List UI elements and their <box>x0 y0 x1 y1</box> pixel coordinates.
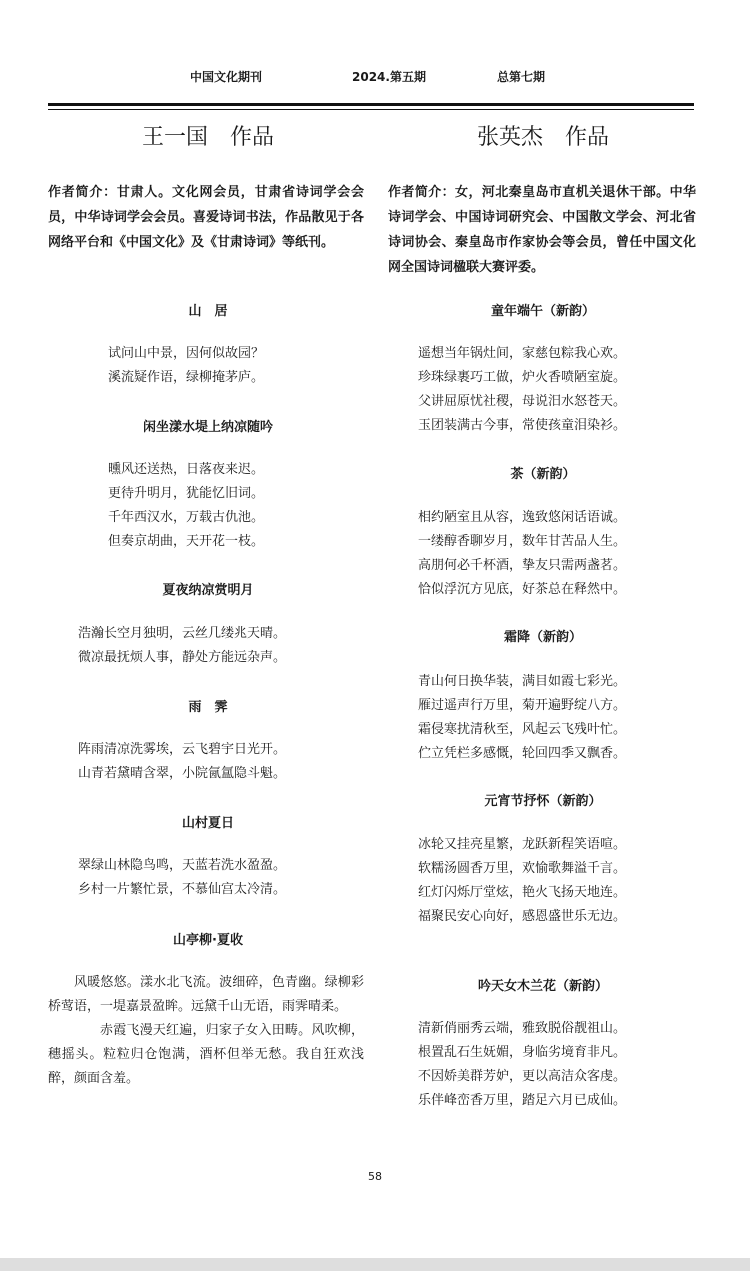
poem-body <box>418 506 626 602</box>
poem-body <box>78 622 286 670</box>
poem-line: 恰似浮沉方见底，好茶总在释然中。 <box>418 582 627 597</box>
issue-label: 2024.第五期 <box>352 70 426 84</box>
poem-line: 父讲屈原忧社稷，母说汨水怒苍天。 <box>418 394 627 409</box>
poem-body <box>78 854 286 902</box>
total-issue-label: 总第七期 <box>497 70 546 84</box>
page-number: 58 <box>368 1170 382 1183</box>
ci-body <box>48 971 364 1091</box>
poem-body <box>418 1017 626 1113</box>
author-bio: 作者简介：甘肃人。文化网会员，甘肃省诗词学会会员，中华诗词学会会员。喜爱诗词书法，作品散见于各网络平台和《中国文化》及《甘肃诗词》等纸刊。 <box>48 185 364 250</box>
poem-line: 相约陋室且从容，逸致悠闲话语诚。 <box>418 510 627 525</box>
journal-name: 中国文化期刊 <box>190 70 263 84</box>
poem-line: 曛风还送热，日落夜来迟。 <box>108 462 265 477</box>
poem-body <box>418 833 626 929</box>
author-bio: 作者简介：女，河北秦皇岛市直机关退休干部。中华诗词学会、中国诗词研究会、中国散文学会、河北省诗词协会、秦皇岛市作家协会等会员，曾任中国文化网全国诗词楹联大赛评委。 <box>388 185 696 275</box>
poem-line: 阵雨清凉洗雾埃，云飞碧宇日光开。 <box>78 742 287 757</box>
poem-title: 雨 霁 <box>188 700 228 715</box>
ci-stanza: 赤霞飞漫天红遍，归家子女入田畴。风吹柳，穗摇头。粒粒归仓饱满，酒杯但举无愁。我自狂欢浅醉，颜面含羞。 <box>48 1023 364 1086</box>
poem-line: 霜侵寒扰清秋至，风起云飞残叶忙。 <box>418 722 627 737</box>
poem-line: 冰轮又挂亮星繁，龙跃新程笑语喧。 <box>418 837 627 852</box>
poem-line: 千年西汉水，万载古仇池。 <box>108 510 265 525</box>
poem-body <box>418 342 626 438</box>
poem-line: 一缕醇香聊岁月，数年甘苦品人生。 <box>418 534 627 549</box>
poem-line: 微凉最抚烦人事，静处方能远杂声。 <box>78 650 287 665</box>
poem-line: 不因娇美群芳妒，更以高洁众客虔。 <box>418 1069 627 1084</box>
poem-title: 闲坐漾水堤上纳凉随吟 <box>142 420 273 435</box>
poem-line: 乡村一片繁忙景，不慕仙宫太冷清。 <box>78 882 287 897</box>
poem-line: 浩瀚长空月独明，云丝几缕兆天晴。 <box>78 626 287 641</box>
poem-title: 吟天女木兰花（新韵） <box>477 979 608 994</box>
poem-title: 茶（新韵） <box>510 467 576 482</box>
poem-title: 童年端午（新韵） <box>490 304 595 319</box>
poem-body <box>108 342 264 390</box>
poem-title: 夏夜纳凉赏明月 <box>162 583 254 598</box>
poem-line: 福聚民安心向好，感恩盛世乐无边。 <box>418 909 627 924</box>
header-rule-thin <box>48 109 694 110</box>
poem-line: 雁过遥声行万里，菊开遍野绽八方。 <box>418 698 627 713</box>
poem-line: 清新俏丽秀云端，雅致脱俗靓祖山。 <box>418 1021 627 1036</box>
poem-title: 山亭柳·夏收 <box>173 933 243 948</box>
poem-body <box>418 670 626 766</box>
poem-line: 但奏京胡曲，天开花一枝。 <box>108 534 265 549</box>
poem-line: 乐伴峰峦香万里，踏足六月已成仙。 <box>418 1093 627 1108</box>
poem-title: 霜降（新韵） <box>503 630 582 645</box>
poem-line: 伫立凭栏多感慨，轮回四季又飘香。 <box>418 746 627 761</box>
poem-title: 山 居 <box>188 304 228 319</box>
running-header <box>0 68 750 84</box>
poem-line: 溪流疑作语，绿柳掩茅庐。 <box>108 370 265 385</box>
poem-line: 根置乱石生妩媚，身临劣境育非凡。 <box>418 1045 627 1060</box>
poem-line: 试问山中景，因何似故园？ <box>108 346 265 361</box>
poem-line: 翠绿山林隐鸟鸣，天蓝若洗水盈盈。 <box>78 858 287 873</box>
author-heading: 王一国 作品 <box>141 125 274 150</box>
poem-line: 珍珠绿裹巧工做，炉火香喷陋室旋。 <box>418 370 627 385</box>
poem-line: 山青若黛晴含翠，小院氤氲隐斗魁。 <box>78 766 287 781</box>
poem-line: 青山何日换华装，满目如霞七彩光。 <box>418 674 627 689</box>
poem-line: 高朋何必千杯酒，挚友只需两盏茗。 <box>418 558 627 573</box>
poem-line: 玉团装满古今事，常使孩童泪染衫。 <box>418 418 627 433</box>
viewer-bottom-edge <box>0 1258 750 1271</box>
poem-title: 山村夏日 <box>181 816 234 831</box>
ci-stanza: 风暖悠悠。漾水北飞流。波细碎，色青幽。绿柳彩桥莺语，一堤嘉景盈眸。远黛千山无语，雨霁晴柔。 <box>48 975 364 1014</box>
poem-body <box>108 458 264 554</box>
poem-title: 元宵节抒怀（新韵） <box>484 794 602 809</box>
poem-line: 遥想当年锅灶间，家慈包粽我心欢。 <box>418 346 627 361</box>
poem-line: 软糯汤圆香万里，欢愉歌舞溢千言。 <box>418 861 627 876</box>
poem-line: 红灯闪烁厅堂炫，艳火飞扬天地连。 <box>418 885 627 900</box>
poem-body <box>78 738 286 786</box>
header-rule-thick <box>48 103 694 106</box>
poem-line: 更待升明月，犹能忆旧词。 <box>108 486 265 501</box>
author-heading: 张英杰 作品 <box>476 125 609 150</box>
